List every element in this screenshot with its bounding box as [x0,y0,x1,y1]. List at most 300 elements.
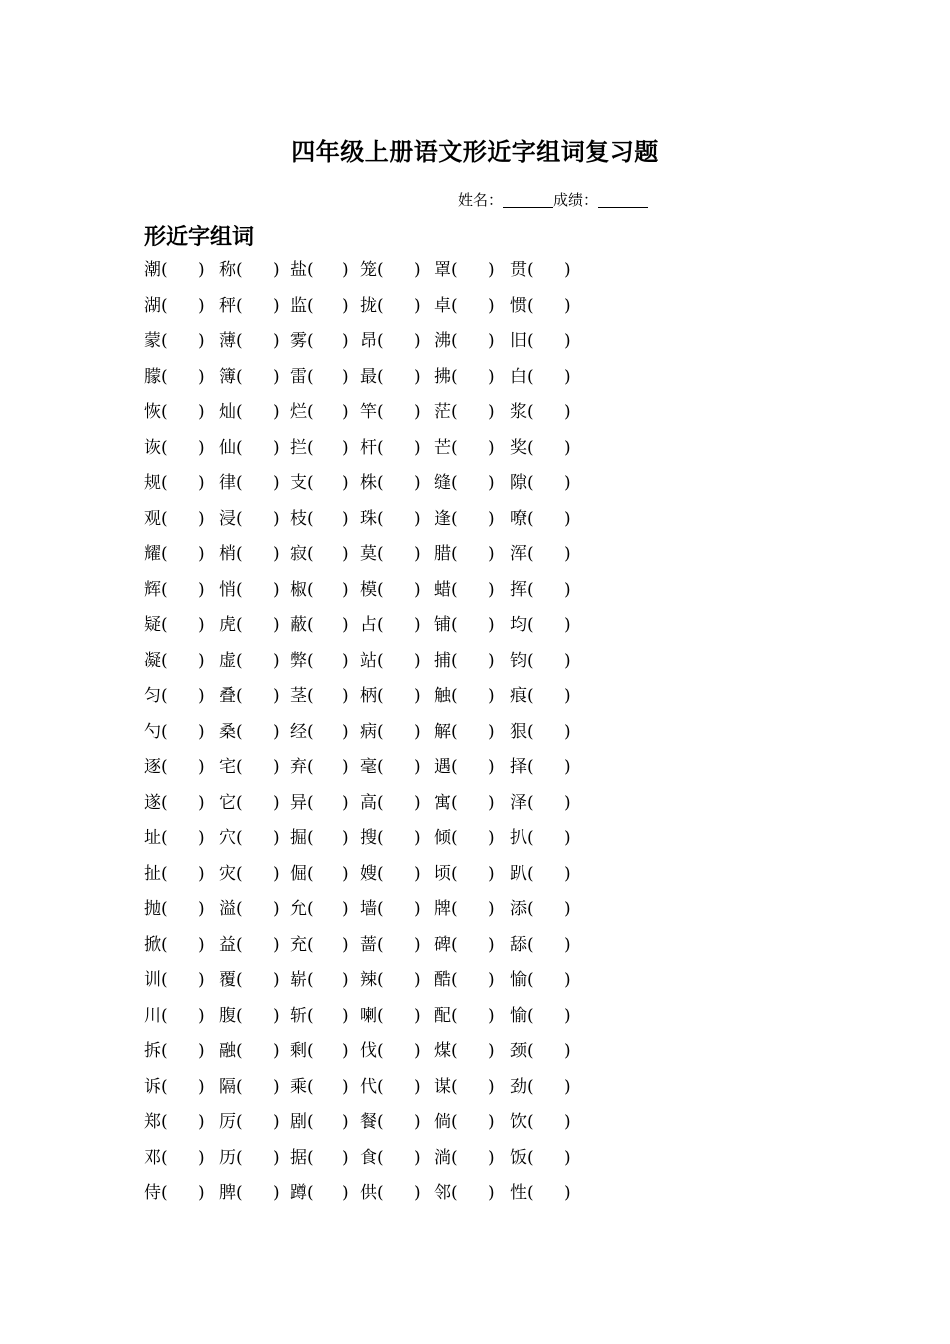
open-paren: ( [377,402,384,422]
word-item [510,1107,534,1137]
answer-blank-close[interactable]: ) [342,970,349,990]
open-paren: ( [377,366,384,387]
answer-blank-close[interactable]: ) [488,970,495,990]
word-item [219,1143,243,1173]
answer-blank-close[interactable]: ) [198,970,205,990]
answer-blank-close[interactable]: ) [342,402,349,422]
answer-blank-close[interactable]: ) [198,437,205,458]
answer-blank-close[interactable]: ) [342,650,349,671]
word-item [290,468,314,498]
answer-blank-close[interactable]: ) [342,721,349,742]
answer-blank-close[interactable]: ) [488,366,495,387]
character: 触 [434,686,451,706]
word-item [219,575,243,605]
word-item [510,859,534,889]
answer-blank-close[interactable]: ) [414,473,421,493]
answer-blank-close[interactable]: ) [488,899,495,919]
answer-blank-close[interactable]: ) [564,970,571,990]
answer-blank-close[interactable]: ) [414,366,421,387]
answer-blank-close[interactable]: ) [564,1076,571,1097]
answer-blank-close[interactable]: ) [273,437,280,458]
open-paren: ( [451,970,458,990]
character: 拦 [290,437,307,458]
answer-blank-close[interactable]: ) [488,473,495,493]
word-row [0,362,950,392]
answer-blank-close[interactable]: ) [564,934,571,955]
answer-blank-close[interactable]: ) [198,934,205,955]
answer-blank-close[interactable]: ) [488,757,495,777]
answer-blank-close[interactable]: ) [198,295,205,316]
answer-blank-close[interactable]: ) [488,934,495,955]
answer-blank-close[interactable]: ) [273,260,280,280]
open-paren: ( [527,579,534,600]
answer-blank-close[interactable]: ) [564,331,571,351]
answer-blank-close[interactable]: ) [414,970,421,990]
answer-blank-close[interactable]: ) [198,544,205,564]
open-paren: ( [451,331,458,351]
answer-blank-close[interactable]: ) [198,331,205,351]
answer-blank-close[interactable]: ) [414,1112,421,1132]
word-item [360,1072,384,1102]
character: 耀 [144,544,161,564]
answer-blank-close[interactable]: ) [198,473,205,493]
character: 莫 [360,544,377,564]
answer-blank-close[interactable]: ) [414,1076,421,1097]
answer-blank-close[interactable]: ) [198,260,205,280]
answer-blank-close[interactable]: ) [564,1147,571,1168]
word-row [0,752,950,782]
character: 厉 [219,1112,236,1132]
open-paren: ( [307,615,314,635]
answer-blank-close[interactable]: ) [414,402,421,422]
word-item [510,433,534,463]
open-paren: ( [236,402,243,422]
open-paren: ( [161,792,168,813]
character: 毫 [360,757,377,777]
answer-blank-close[interactable]: ) [564,686,571,706]
word-item [360,752,384,782]
character: 站 [360,650,377,671]
answer-blank-close[interactable]: ) [564,1112,571,1132]
answer-blank-close[interactable]: ) [273,331,280,351]
answer-blank-close[interactable]: ) [198,402,205,422]
word-row [0,894,950,924]
answer-blank-close[interactable]: ) [342,260,349,280]
answer-blank-close[interactable]: ) [488,863,495,884]
character: 训 [144,970,161,990]
answer-blank-close[interactable]: ) [488,402,495,422]
answer-blank-close[interactable]: ) [564,828,571,848]
answer-blank-close[interactable]: ) [488,650,495,671]
word-item [510,1036,534,1066]
open-paren: ( [451,437,458,458]
answer-blank-close[interactable]: ) [273,686,280,706]
answer-blank-close[interactable]: ) [488,1183,495,1203]
word-item [434,752,458,782]
character: 簿 [219,366,236,387]
word-item [434,326,458,356]
word-item [510,468,534,498]
open-paren: ( [307,934,314,955]
character: 浆 [510,402,527,422]
character: 酷 [434,970,451,990]
answer-blank-close[interactable]: ) [342,899,349,919]
answer-blank-close[interactable]: ) [414,437,421,458]
answer-blank-close[interactable]: ) [564,437,571,458]
word-item [144,397,168,427]
word-item [219,752,243,782]
open-paren: ( [377,1112,384,1132]
answer-blank-close[interactable]: ) [273,366,280,387]
word-item [434,965,458,995]
word-row [0,291,950,321]
answer-blank-close[interactable]: ) [198,757,205,777]
character: 盐 [290,260,307,280]
open-paren: ( [377,295,384,316]
answer-blank-close[interactable]: ) [198,863,205,884]
answer-blank-close[interactable]: ) [414,934,421,955]
answer-blank-close[interactable]: ) [342,757,349,777]
answer-blank-close[interactable]: ) [273,1041,280,1061]
word-item [144,1001,168,1031]
word-item [219,539,243,569]
word-row [0,646,950,676]
open-paren: ( [307,1112,314,1132]
answer-blank-close[interactable]: ) [198,899,205,919]
character: 逐 [144,757,161,777]
open-paren: ( [527,437,534,458]
answer-blank-close[interactable]: ) [273,544,280,564]
answer-blank-close[interactable]: ) [564,473,571,493]
answer-blank-close[interactable]: ) [198,366,205,387]
character: 倘 [434,1112,451,1132]
word-item [434,788,458,818]
answer-blank-close[interactable]: ) [198,1112,205,1132]
answer-blank-close[interactable]: ) [342,579,349,600]
answer-blank-close[interactable]: ) [488,508,495,529]
character: 遂 [144,792,161,813]
answer-blank-close[interactable]: ) [342,473,349,493]
word-item [360,681,384,711]
answer-blank-close[interactable]: ) [273,402,280,422]
open-paren: ( [307,331,314,351]
answer-blank-close[interactable]: ) [273,508,280,529]
answer-blank-close[interactable]: ) [342,1183,349,1203]
answer-blank-close[interactable]: ) [273,1147,280,1168]
word-item [144,717,168,747]
answer-blank-close[interactable]: ) [342,1005,349,1026]
answer-blank-close[interactable]: ) [564,721,571,742]
answer-blank-close[interactable]: ) [414,828,421,848]
open-paren: ( [527,473,534,493]
character: 穴 [219,828,236,848]
character: 诙 [144,437,161,458]
character: 捕 [434,650,451,671]
character: 蔽 [290,615,307,635]
character: 凝 [144,650,161,671]
open-paren: ( [451,686,458,706]
answer-blank-close[interactable]: ) [564,260,571,280]
open-paren: ( [307,544,314,564]
answer-blank-close[interactable]: ) [273,757,280,777]
character: 辣 [360,970,377,990]
answer-blank-close[interactable]: ) [488,686,495,706]
word-item [219,965,243,995]
open-paren: ( [161,863,168,884]
answer-blank-close[interactable]: ) [488,1112,495,1132]
answer-blank-close[interactable]: ) [273,615,280,635]
answer-blank-close[interactable]: ) [414,686,421,706]
answer-blank-close[interactable]: ) [488,721,495,742]
answer-blank-close[interactable]: ) [488,1005,495,1026]
word-item [290,930,314,960]
word-row [0,681,950,711]
character: 疑 [144,615,161,635]
word-item [144,1143,168,1173]
answer-blank-close[interactable]: ) [414,1041,421,1061]
answer-blank-close[interactable]: ) [564,1005,571,1026]
answer-blank-close[interactable]: ) [342,508,349,529]
answer-blank-close[interactable]: ) [488,437,495,458]
answer-blank-close[interactable]: ) [564,295,571,316]
answer-blank-close[interactable]: ) [414,1147,421,1168]
answer-blank-close[interactable]: ) [488,295,495,316]
answer-blank-close[interactable]: ) [342,544,349,564]
answer-blank-close[interactable]: ) [342,366,349,387]
open-paren: ( [307,721,314,742]
answer-blank-close[interactable]: ) [564,579,571,600]
word-item [219,1107,243,1137]
answer-blank-close[interactable]: ) [488,1076,495,1097]
word-item [510,717,534,747]
open-paren: ( [527,1041,534,1061]
word-row [0,823,950,853]
answer-blank-close[interactable]: ) [564,544,571,564]
word-item [434,681,458,711]
word-item [144,575,168,605]
open-paren: ( [236,721,243,742]
open-paren: ( [307,757,314,777]
open-paren: ( [161,508,168,529]
word-item [510,362,534,392]
answer-blank-close[interactable]: ) [198,1005,205,1026]
answer-blank-close[interactable]: ) [198,686,205,706]
open-paren: ( [527,757,534,777]
answer-blank-close[interactable]: ) [198,1041,205,1061]
answer-blank-close[interactable]: ) [488,579,495,600]
word-item [290,1036,314,1066]
word-item [219,291,243,321]
word-item [290,646,314,676]
answer-blank-close[interactable]: ) [414,792,421,813]
answer-blank-close[interactable]: ) [488,1147,495,1168]
answer-blank-close[interactable]: ) [342,295,349,316]
answer-blank-close[interactable]: ) [273,863,280,884]
answer-blank-close[interactable]: ) [488,1041,495,1061]
character: 薄 [219,331,236,351]
answer-blank-close[interactable]: ) [488,544,495,564]
answer-blank-close[interactable]: ) [342,437,349,458]
word-row [0,1178,950,1208]
answer-blank-close[interactable]: ) [564,792,571,813]
answer-blank-close[interactable]: ) [198,721,205,742]
answer-blank-close[interactable]: ) [198,828,205,848]
answer-blank-close[interactable]: ) [414,721,421,742]
open-paren: ( [236,828,243,848]
answer-blank-close[interactable]: ) [198,792,205,813]
character: 珠 [360,508,377,529]
character: 卓 [434,295,451,316]
open-paren: ( [377,437,384,458]
answer-blank-close[interactable]: ) [342,792,349,813]
word-item [219,717,243,747]
answer-blank-close[interactable]: ) [198,1076,205,1097]
open-paren: ( [307,686,314,706]
answer-blank-close[interactable]: ) [564,899,571,919]
word-item [219,1036,243,1066]
answer-blank-close[interactable]: ) [342,1041,349,1061]
answer-blank-close[interactable]: ) [488,260,495,280]
open-paren: ( [161,331,168,351]
open-paren: ( [236,899,243,919]
answer-blank-close[interactable]: ) [564,1183,571,1203]
answer-blank-close[interactable]: ) [198,650,205,671]
word-item [290,504,314,534]
answer-blank-close[interactable]: ) [564,366,571,387]
answer-blank-close[interactable]: ) [414,579,421,600]
character: 占 [360,615,377,635]
open-paren: ( [236,579,243,600]
character: 称 [219,260,236,280]
open-paren: ( [377,615,384,635]
answer-blank-close[interactable]: ) [414,1005,421,1026]
character: 逢 [434,508,451,529]
answer-blank-close[interactable]: ) [273,792,280,813]
answer-blank-close[interactable]: ) [273,579,280,600]
word-item [434,1107,458,1137]
answer-blank-close[interactable]: ) [564,508,571,529]
answer-blank-close[interactable]: ) [273,1112,280,1132]
answer-blank-close[interactable]: ) [273,934,280,955]
open-paren: ( [451,295,458,316]
answer-blank-close[interactable]: ) [414,899,421,919]
word-item [360,646,384,676]
character: 贯 [510,260,527,280]
character: 病 [360,721,377,742]
open-paren: ( [307,863,314,884]
answer-blank-close[interactable]: ) [273,650,280,671]
answer-blank-close[interactable]: ) [273,899,280,919]
word-row [0,1072,950,1102]
answer-blank-close[interactable]: ) [564,863,571,884]
answer-blank-close[interactable]: ) [488,792,495,813]
answer-blank-close[interactable]: ) [273,295,280,316]
answer-blank-close[interactable]: ) [488,331,495,351]
answer-blank-close[interactable]: ) [342,331,349,351]
word-item [219,894,243,924]
answer-blank-close[interactable]: ) [414,544,421,564]
word-item [434,1143,458,1173]
answer-blank-close[interactable]: ) [342,1112,349,1132]
character: 寂 [290,544,307,564]
answer-blank-close[interactable]: ) [198,615,205,635]
answer-blank-close[interactable]: ) [342,828,349,848]
answer-blank-close[interactable]: ) [414,331,421,351]
answer-blank-close[interactable]: ) [273,721,280,742]
answer-blank-close[interactable]: ) [342,686,349,706]
answer-blank-close[interactable]: ) [342,934,349,955]
answer-blank-close[interactable]: ) [414,1183,421,1203]
open-paren: ( [377,331,384,351]
character: 拆 [144,1041,161,1061]
answer-blank-close[interactable]: ) [414,295,421,316]
answer-blank-close[interactable]: ) [342,615,349,635]
answer-blank-close[interactable]: ) [198,1183,205,1203]
open-paren: ( [377,899,384,919]
answer-blank-close[interactable]: ) [414,615,421,635]
word-item [510,539,534,569]
answer-blank-close[interactable]: ) [414,757,421,777]
answer-blank-close[interactable]: ) [564,402,571,422]
character: 融 [219,1041,236,1061]
character: 煤 [434,1041,451,1061]
answer-blank-close[interactable]: ) [564,650,571,671]
word-item [290,752,314,782]
word-row [0,965,950,995]
answer-blank-close[interactable]: ) [342,1147,349,1168]
answer-blank-close[interactable]: ) [273,1183,280,1203]
answer-blank-close[interactable]: ) [564,615,571,635]
open-paren: ( [236,792,243,813]
character: 枝 [290,508,307,529]
character: 喇 [360,1005,377,1026]
answer-blank-close[interactable]: ) [273,828,280,848]
character: 异 [290,792,307,813]
answer-blank-close[interactable]: ) [342,1076,349,1097]
character: 历 [219,1147,236,1168]
answer-blank-close[interactable]: ) [488,615,495,635]
answer-blank-close[interactable]: ) [273,1076,280,1097]
answer-blank-close[interactable]: ) [273,970,280,990]
answer-blank-close[interactable]: ) [198,508,205,529]
answer-blank-close[interactable]: ) [414,508,421,529]
answer-blank-close[interactable]: ) [564,757,571,777]
answer-blank-close[interactable]: ) [488,828,495,848]
word-row [0,717,950,747]
answer-blank-close[interactable]: ) [198,579,205,600]
word-item [360,504,384,534]
word-item [360,1107,384,1137]
word-item [144,539,168,569]
word-item [219,610,243,640]
answer-blank-close[interactable]: ) [273,473,280,493]
answer-blank-close[interactable]: ) [414,260,421,280]
open-paren: ( [527,1183,534,1203]
word-item [144,823,168,853]
word-item [360,930,384,960]
answer-blank-close[interactable]: ) [564,1041,571,1061]
word-item [144,291,168,321]
open-paren: ( [161,615,168,635]
answer-blank-close[interactable]: ) [414,863,421,884]
answer-blank-close[interactable]: ) [342,863,349,884]
open-paren: ( [527,1147,534,1168]
answer-blank-close[interactable]: ) [273,1005,280,1026]
answer-blank-close[interactable]: ) [198,1147,205,1168]
answer-blank-close[interactable]: ) [414,650,421,671]
character: 剩 [290,1041,307,1061]
character: 愉 [510,970,527,990]
